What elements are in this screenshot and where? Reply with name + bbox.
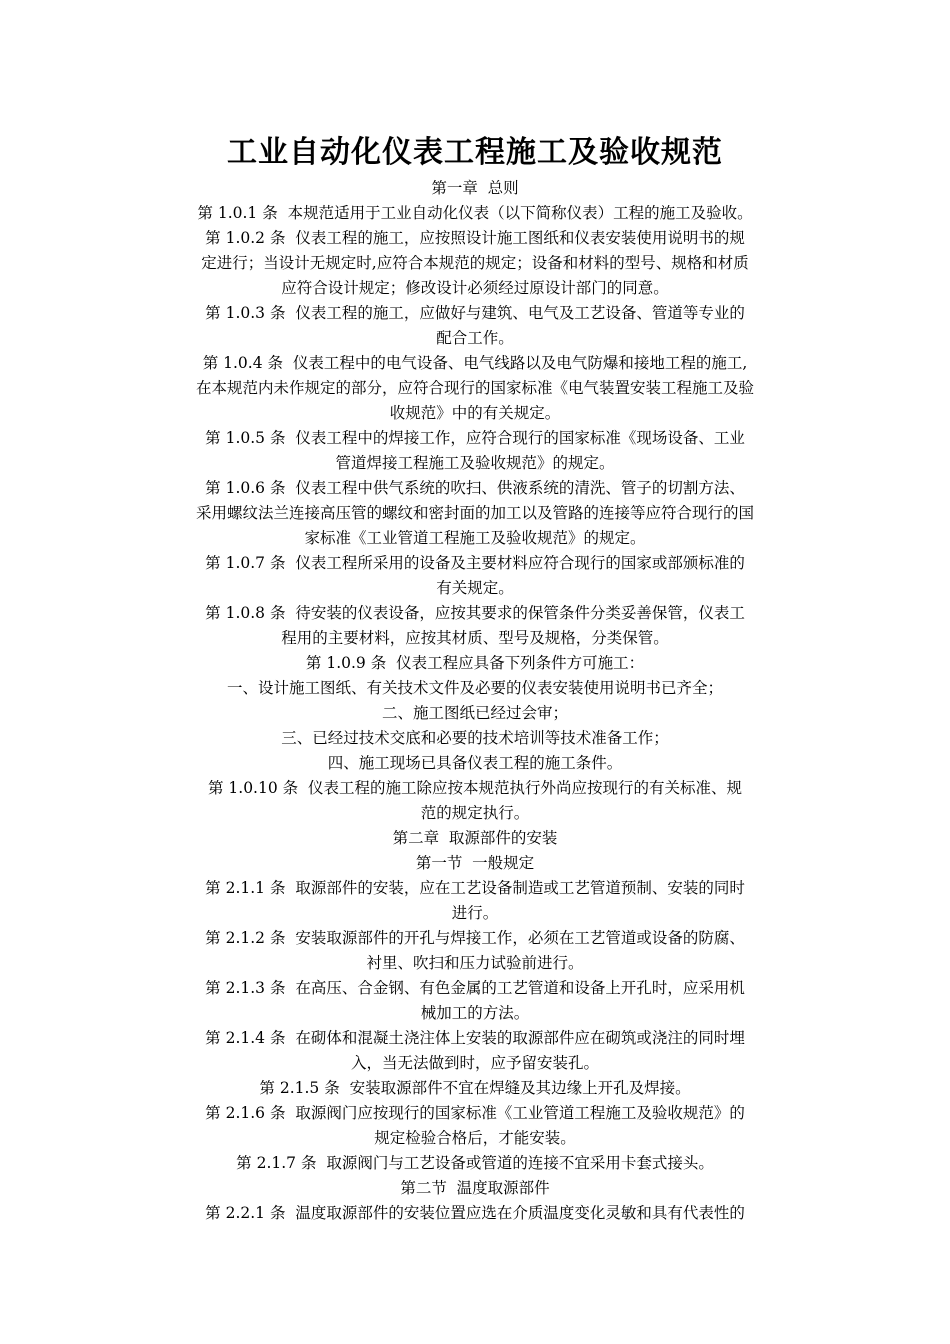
document-body [145,130,805,1226]
text-line: 一、设计施工图纸、有关技术文件及必要的仪表安装使用说明书已齐全； [226,679,723,697]
text-line: 三、已经过技术交底和必要的技术培训等技术准备工作； [281,729,669,747]
text-line: 采用螺纹法兰连接高压管的螺纹和密封面的加工以及管路的连接等应符合现行的国 [195,504,754,522]
text-line: 第二节 温度取源部件 [400,1179,550,1197]
text-line: 第 2.1.7 条 取源阀门与工艺设备或管道的连接不宜采用卡套式接头。 [236,1154,714,1172]
text-line: 第 1.0.4 条 仪表工程中的电气设备、电气线路以及电气防爆和接地工程的施工, [202,354,748,372]
text-line: 第一章 总则 [431,179,519,197]
text-line: 家标准《工业管道工程施工及验收规范》的规定。 [304,529,646,547]
text-line: 应符合设计规定；修改设计必须经过原设计部门的同意。 [281,279,669,297]
text-line: 械加工的方法。 [420,1004,530,1022]
text-line: 配合工作。 [436,329,514,347]
text-line: 四、施工现场已具备仪表工程的施工条件。 [327,754,623,772]
text-line: 第 1.0.6 条 仪表工程中供气系统的吹扫、供液系统的清洗、管子的切割方法、 [205,479,745,497]
text-line: 入，当无法做到时，应予留安装孔。 [350,1054,599,1072]
text-line: 衬里、吹扫和压力试验前进行。 [366,954,584,972]
text-line: 进行。 [451,904,499,922]
text-line: 二、施工图纸已经过会审； [381,704,568,722]
text-line: 第 2.1.3 条 在高压、合金钢、有色金属的工艺管道和设备上开孔时，应采用机 [205,979,745,997]
text-line: 第 1.0.7 条 仪表工程所采用的设备及主要材料应符合现行的国家或部颁标准的 [205,554,745,572]
text-line: 范的规定执行。 [420,804,530,822]
text-line: 第 1.0.1 条 本规范适用于工业自动化仪表（以下简称仪表）工程的施工及验收。 [197,204,753,222]
text-line: 定进行；当设计无规定时,应符合本规范的规定；设备和材料的型号、规格和材质 [201,254,749,272]
document-title: 工业自动化仪表工程施工及验收规范 [227,135,723,170]
text-line: 第二章 取源部件的安装 [392,829,558,847]
text-line: 第一节 一般规定 [415,854,535,872]
text-line: 第 2.1.1 条 取源部件的安装，应在工艺设备制造或工艺管道预制、安装的同时 [205,879,745,897]
text-line: 第 2.1.4 条 在砌体和混凝土浇注体上安装的取源部件应在砌筑或浇注的同时埋 [205,1029,745,1047]
text-line: 第 2.1.5 条 安装取源部件不宜在焊缝及其边缘上开孔及焊接。 [259,1079,691,1097]
text-line: 第 1.0.8 条 待安装的仪表设备，应按其要求的保管条件分类妥善保管，仪表工 [205,604,745,622]
text-line: 第 1.0.9 条 仪表工程应具备下列条件方可施工： [305,654,645,672]
text-line: 第 1.0.10 条 仪表工程的施工除应按本规范执行外尚应按现行的有关标准、规 [207,779,742,797]
text-line: 第 2.2.1 条 温度取源部件的安装位置应选在介质温度变化灵敏和具有代表性的 [205,1204,745,1222]
text-line: 收规范》中的有关规定。 [389,404,561,422]
text-line: 规定检验合格后，才能安装。 [374,1129,576,1147]
text-line: 第 1.0.3 条 仪表工程的施工，应做好与建筑、电气及工艺设备、管道等专业的 [205,304,745,322]
text-line: 第 2.1.6 条 取源阀门应按现行的国家标准《工业管道工程施工及验收规范》的 [205,1104,745,1122]
text-line: 管道焊接工程施工及验收规范》的规定。 [335,454,615,472]
text-line: 第 2.1.2 条 安装取源部件的开孔与焊接工作，必须在工艺管道或设备的防腐、 [205,929,745,947]
text-line: 第 1.0.2 条 仪表工程的施工，应按照设计施工图纸和仪表安装使用说明书的规 [205,229,745,247]
text-line: 有关规定。 [436,579,514,597]
text-line: 第 1.0.5 条 仪表工程中的焊接工作，应符合现行的国家标准《现场设备、工业 [205,429,745,447]
text-line: 在本规范内未作规定的部分，应符合现行的国家标准《电气装置安装工程施工及验 [195,379,754,397]
text-line: 程用的主要材料，应按其材质、型号及规格，分类保管。 [281,629,669,647]
